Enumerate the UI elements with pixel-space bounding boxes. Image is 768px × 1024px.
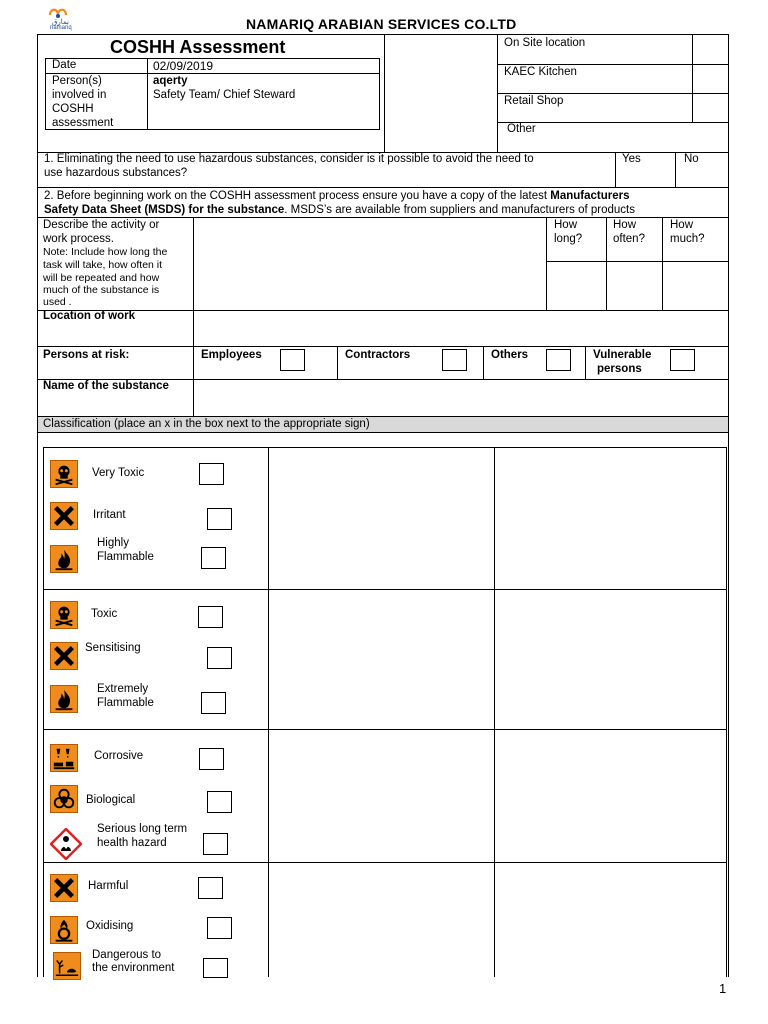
activity-note: used . [43, 296, 72, 308]
hazard-label: Flammable [97, 697, 154, 709]
how-much-label: much? [670, 233, 705, 245]
employees-checkbox[interactable] [280, 349, 305, 371]
persons-label: Person(s) [52, 75, 102, 87]
question-2-text [44, 204, 635, 217]
flame-icon [50, 545, 78, 573]
divider [546, 217, 547, 310]
divider [43, 589, 727, 590]
divider [43, 862, 727, 863]
location-option: Other [507, 123, 536, 135]
highly-flammable-checkbox[interactable] [201, 547, 226, 569]
yes-option[interactable]: Yes [622, 153, 641, 165]
divider [37, 310, 729, 311]
location-option: Retail Shop [504, 95, 564, 107]
divider [675, 152, 676, 187]
divider [147, 58, 148, 130]
how-often-label: How [613, 219, 637, 231]
hazard-label: Serious long term [97, 823, 188, 835]
contractors-label: Contractors [345, 349, 411, 361]
vulnerable-checkbox[interactable] [670, 349, 695, 371]
divider [483, 346, 484, 379]
divider [662, 217, 663, 310]
divider [494, 447, 495, 977]
company-name: NAMARIQ ARABIAN SERVICES CO.LTD [246, 16, 517, 32]
hazard-label: health hazard [97, 837, 167, 849]
hazard-label: Corrosive [94, 750, 144, 762]
hazard-label: Biological [86, 794, 136, 806]
divider [45, 73, 380, 74]
classification-label: Classification (place an x in the box next to the appropriate sign) [43, 418, 370, 430]
divider [37, 432, 729, 433]
divider [384, 34, 385, 152]
question-1-text: 1. Eliminating the need to use hazardous substances, consider is it possible to avoid the need to [44, 153, 534, 165]
location-option: KAEC Kitchen [504, 66, 577, 78]
sensitising-checkbox[interactable] [207, 647, 232, 669]
page-title: COSHH Assessment [110, 37, 286, 57]
hazard-label: Flammable [97, 551, 154, 563]
oxidising-checkbox[interactable] [207, 917, 232, 939]
divider [497, 64, 728, 65]
biohazard-icon [50, 785, 78, 813]
how-long-label: long? [554, 233, 583, 245]
divider [37, 34, 38, 977]
corrosive-icon [50, 744, 78, 772]
very-toxic-checkbox[interactable] [199, 463, 224, 485]
hazard-label: Oxidising [86, 920, 134, 932]
divider [728, 34, 729, 977]
divider [337, 346, 338, 379]
question-1-text: use hazardous substances? [44, 167, 188, 179]
activity-note: will be repeated and how [43, 272, 160, 284]
location-of-work-label: Location of work [43, 310, 135, 322]
irritant-checkbox[interactable] [207, 508, 232, 530]
hazard-label: Harmful [88, 880, 129, 892]
date-label: Date [52, 59, 77, 71]
divider [37, 187, 729, 188]
environment-hazard-icon [53, 952, 81, 980]
hazard-label: Sensitising [85, 642, 141, 654]
logo-latin-text: namariq [50, 25, 72, 31]
persons-label: involved in [52, 89, 107, 101]
divider [546, 261, 728, 262]
divider [37, 346, 729, 347]
divider [43, 729, 727, 730]
location-option: On Site location [504, 37, 586, 49]
employees-label: Employees [201, 349, 262, 361]
classification-grid [43, 447, 727, 977]
divider [615, 152, 616, 187]
question-2-bold: Safety Data Sheet (MSDS) for the substance [44, 204, 285, 216]
extremely-flammable-checkbox[interactable] [201, 692, 226, 714]
question-2-text [44, 190, 630, 203]
divider [268, 447, 269, 977]
vulnerable-label: persons [597, 363, 642, 375]
persons-at-risk-label: Persons at risk: [43, 349, 130, 361]
hazard-label: Irritant [93, 509, 126, 521]
hazard-label: the environment [92, 962, 175, 974]
hazard-label: Very Toxic [92, 467, 145, 479]
activity-note: task will take, how often it [43, 259, 163, 271]
flame-icon [50, 685, 78, 713]
contractors-checkbox[interactable] [442, 349, 467, 371]
skull-crossbones-icon [50, 601, 78, 629]
biological-checkbox[interactable] [207, 791, 232, 813]
question-2-part: 2. Before beginning work on the COSHH assessment process ensure you have a copy of the latest [44, 190, 551, 202]
persons-label: COSHH [52, 103, 94, 115]
vulnerable-label: Vulnerable [593, 349, 652, 361]
skull-crossbones-icon [50, 460, 78, 488]
hazard-label: Highly [97, 537, 129, 549]
question-2-bold: Manufacturers [550, 190, 630, 202]
persons-value[interactable]: Safety Team/ Chief Steward [153, 89, 296, 101]
hazard-label: Extremely [97, 683, 149, 695]
logo-arabic-text: نمارق [52, 18, 69, 26]
activity-note: much of the substance is [43, 284, 160, 296]
divider [585, 346, 586, 379]
activity-label: work process. [43, 233, 114, 245]
hazard-label: Dangerous to [92, 949, 162, 961]
toxic-checkbox[interactable] [198, 606, 223, 628]
no-option[interactable]: No [684, 153, 699, 165]
how-long-label: How [554, 219, 578, 231]
x-cross-icon [50, 874, 78, 902]
divider [692, 34, 693, 122]
activity-note: Note: Include how long the [43, 246, 168, 258]
x-cross-icon [50, 502, 78, 530]
harmful-checkbox[interactable] [198, 877, 223, 899]
substance-label: Name of the substance [43, 380, 169, 392]
hazard-label: Toxic [91, 608, 118, 620]
others-label: Others [491, 349, 529, 361]
how-often-label: often? [613, 233, 645, 245]
divider [606, 217, 607, 310]
divider [37, 217, 729, 218]
dangerous-environment-checkbox[interactable] [203, 958, 228, 978]
divider [497, 93, 728, 94]
x-cross-icon [50, 642, 78, 670]
question-2-part: . MSDS’s are available from suppliers and manufacturers of products [284, 204, 635, 216]
oxidising-icon [50, 916, 78, 944]
divider [193, 217, 194, 417]
how-much-label: How [670, 219, 694, 231]
activity-label: Describe the activity or [43, 219, 160, 231]
corrosive-checkbox[interactable] [199, 748, 224, 770]
persons-label: assessment [52, 117, 114, 129]
date-value[interactable]: 02/09/2019 [153, 59, 214, 73]
health-hazard-icon [50, 828, 82, 860]
divider [37, 34, 729, 35]
page-number: 1 [719, 981, 727, 996]
serious-health-checkbox[interactable] [203, 833, 228, 855]
persons-value[interactable]: aqerty [153, 75, 188, 87]
others-checkbox[interactable] [546, 349, 571, 371]
